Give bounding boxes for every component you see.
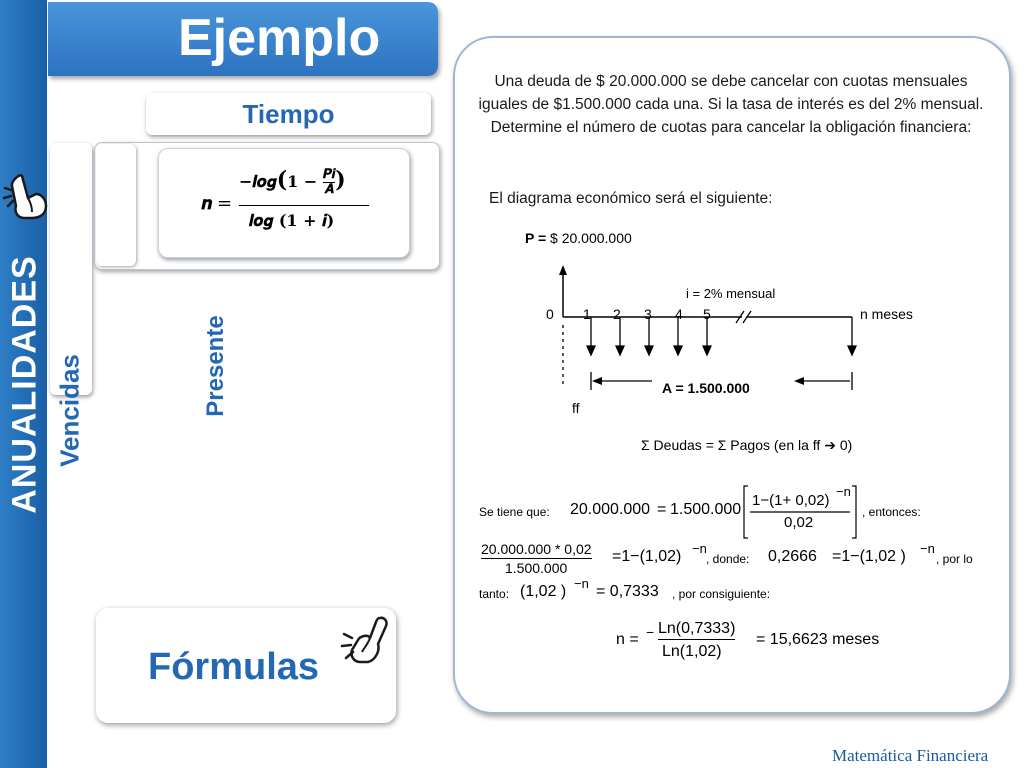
payment-arrowhead bbox=[674, 346, 682, 355]
solution-line3-base: (1,02 ) bbox=[520, 583, 567, 600]
annuity-label: A = 1.500.000 bbox=[662, 380, 750, 396]
payment-arrowhead bbox=[848, 346, 856, 355]
formula-frac-top: 𝑷𝒊 bbox=[322, 167, 336, 182]
page-title: Ejemplo bbox=[178, 9, 381, 67]
solution-line2-suffix: , por lo bbox=[936, 552, 973, 566]
formula-eq: = bbox=[217, 193, 233, 214]
solution-line4-neg: − bbox=[646, 624, 655, 640]
sidebar-label: ANUALIDADES bbox=[5, 255, 44, 514]
p-label: P = bbox=[525, 230, 547, 246]
pointing-hand-icon bbox=[340, 612, 394, 668]
footer-label: Matemática Financiera bbox=[832, 746, 989, 765]
n-months-label: n meses bbox=[860, 306, 913, 322]
formulas-label: Fórmulas bbox=[148, 646, 320, 688]
solution-line2-exp: −n bbox=[692, 541, 707, 556]
solution-line4-result: = 15,6623 meses bbox=[756, 631, 880, 648]
range-arrowhead-left bbox=[592, 377, 602, 385]
rate-label: i = 2% mensual bbox=[686, 286, 776, 301]
solution-line1-eq: = bbox=[657, 501, 667, 518]
debt-arrowhead bbox=[559, 265, 567, 275]
title-banner bbox=[48, 2, 438, 76]
solution-line1-exp: −n bbox=[836, 484, 851, 499]
tiempo-button[interactable] bbox=[146, 93, 431, 135]
diagram-intro: El diagrama económico será el siguiente: bbox=[489, 190, 773, 207]
present-value-label bbox=[525, 230, 632, 246]
payment-arrowhead bbox=[616, 346, 624, 355]
p-value: $ 20.000.000 bbox=[550, 230, 632, 246]
solution-line4-bottom: Ln(1,02) bbox=[662, 643, 722, 660]
formula-num-inner: 𝟏 − bbox=[287, 172, 318, 191]
solution-line2-exp2: −n bbox=[920, 541, 935, 556]
payment-arrowhead bbox=[703, 346, 711, 355]
solution-line2-donde: , donde: bbox=[706, 552, 750, 566]
solution-line2-frac-bottom: 1.500.000 bbox=[505, 560, 568, 576]
solution-line1-prefix: Se tiene que: bbox=[479, 505, 550, 519]
solution-line3-prefix: tanto: bbox=[479, 587, 510, 601]
formula-denominator: 𝒍𝒐𝒈 (𝟏 + 𝒊) bbox=[249, 211, 335, 230]
balance-equation: Σ Deudas = Σ Pagos (en la ff ➔ 0) bbox=[641, 437, 853, 453]
solution-line2-value: 0,2666 bbox=[768, 548, 817, 565]
solution-line4-lhs: n = bbox=[616, 631, 639, 648]
formula-numerator: −𝒍𝒐𝒈(𝟏 − 𝑷𝒊 𝑨 ) bbox=[239, 167, 346, 197]
solution-line4-top: Ln(0,7333) bbox=[658, 620, 735, 640]
formula-frac-bottom: 𝑨 bbox=[324, 182, 334, 197]
period-label: 4 bbox=[675, 306, 683, 322]
cash-flow-diagram bbox=[530, 255, 940, 435]
solution-line2-rhs2: =1−(1,02 ) bbox=[832, 548, 906, 565]
solution-line1-frac-top: 1−(1+ 0,02) bbox=[752, 492, 830, 509]
period-label: 1 bbox=[583, 306, 591, 322]
payment-arrowhead bbox=[645, 346, 653, 355]
solution-line1-frac-bottom: 0,02 bbox=[784, 514, 814, 531]
presente-button[interactable] bbox=[96, 144, 229, 417]
period-label: 3 bbox=[644, 306, 652, 322]
focal-date-label: ff bbox=[572, 400, 580, 416]
range-arrowhead-right bbox=[794, 377, 804, 385]
formula-fraction-bar bbox=[239, 205, 369, 206]
period-label: 2 bbox=[613, 306, 621, 322]
solution-line3-suffix: , por consiguiente: bbox=[672, 587, 771, 601]
period-label: 0 bbox=[546, 306, 554, 322]
pointing-hand-icon bbox=[2, 168, 52, 222]
sidebar bbox=[0, 0, 47, 768]
solution-line1-left: 20.000.000 bbox=[570, 501, 651, 518]
payment-arrowhead bbox=[587, 346, 595, 355]
problem-statement: Una deuda de $ 20.000.000 se debe cancelar con cuotas mensuales iguales de $1.500.000 cada una. Si la tasa de interés es del 2% mensual. Determine el número de cuotas para cancelar la obligación financiera: bbox=[478, 73, 984, 136]
period-label: 5 bbox=[703, 306, 711, 322]
tiempo-label: Tiempo bbox=[242, 99, 335, 129]
vencidas-button[interactable] bbox=[50, 143, 92, 467]
solution-line3-eq: = 0,7333 bbox=[596, 583, 659, 600]
vencidas-label: Vencidas bbox=[54, 354, 85, 467]
presente-label: Presente bbox=[202, 315, 229, 417]
formula-lhs: 𝒏 bbox=[201, 193, 213, 214]
solution-line1-mid: 1.500.000 bbox=[670, 501, 742, 518]
solution-line1-suffix: , entonces: bbox=[862, 505, 921, 519]
solution-line2-frac-top: 20.000.000 * 0,02 bbox=[481, 541, 592, 557]
formula-box bbox=[158, 148, 410, 258]
formula-neg-log: −𝒍𝒐𝒈 bbox=[239, 172, 277, 191]
solution-line2-rhs: =1−(1,02) bbox=[612, 548, 682, 565]
solution-line3-exp: −n bbox=[574, 576, 589, 591]
